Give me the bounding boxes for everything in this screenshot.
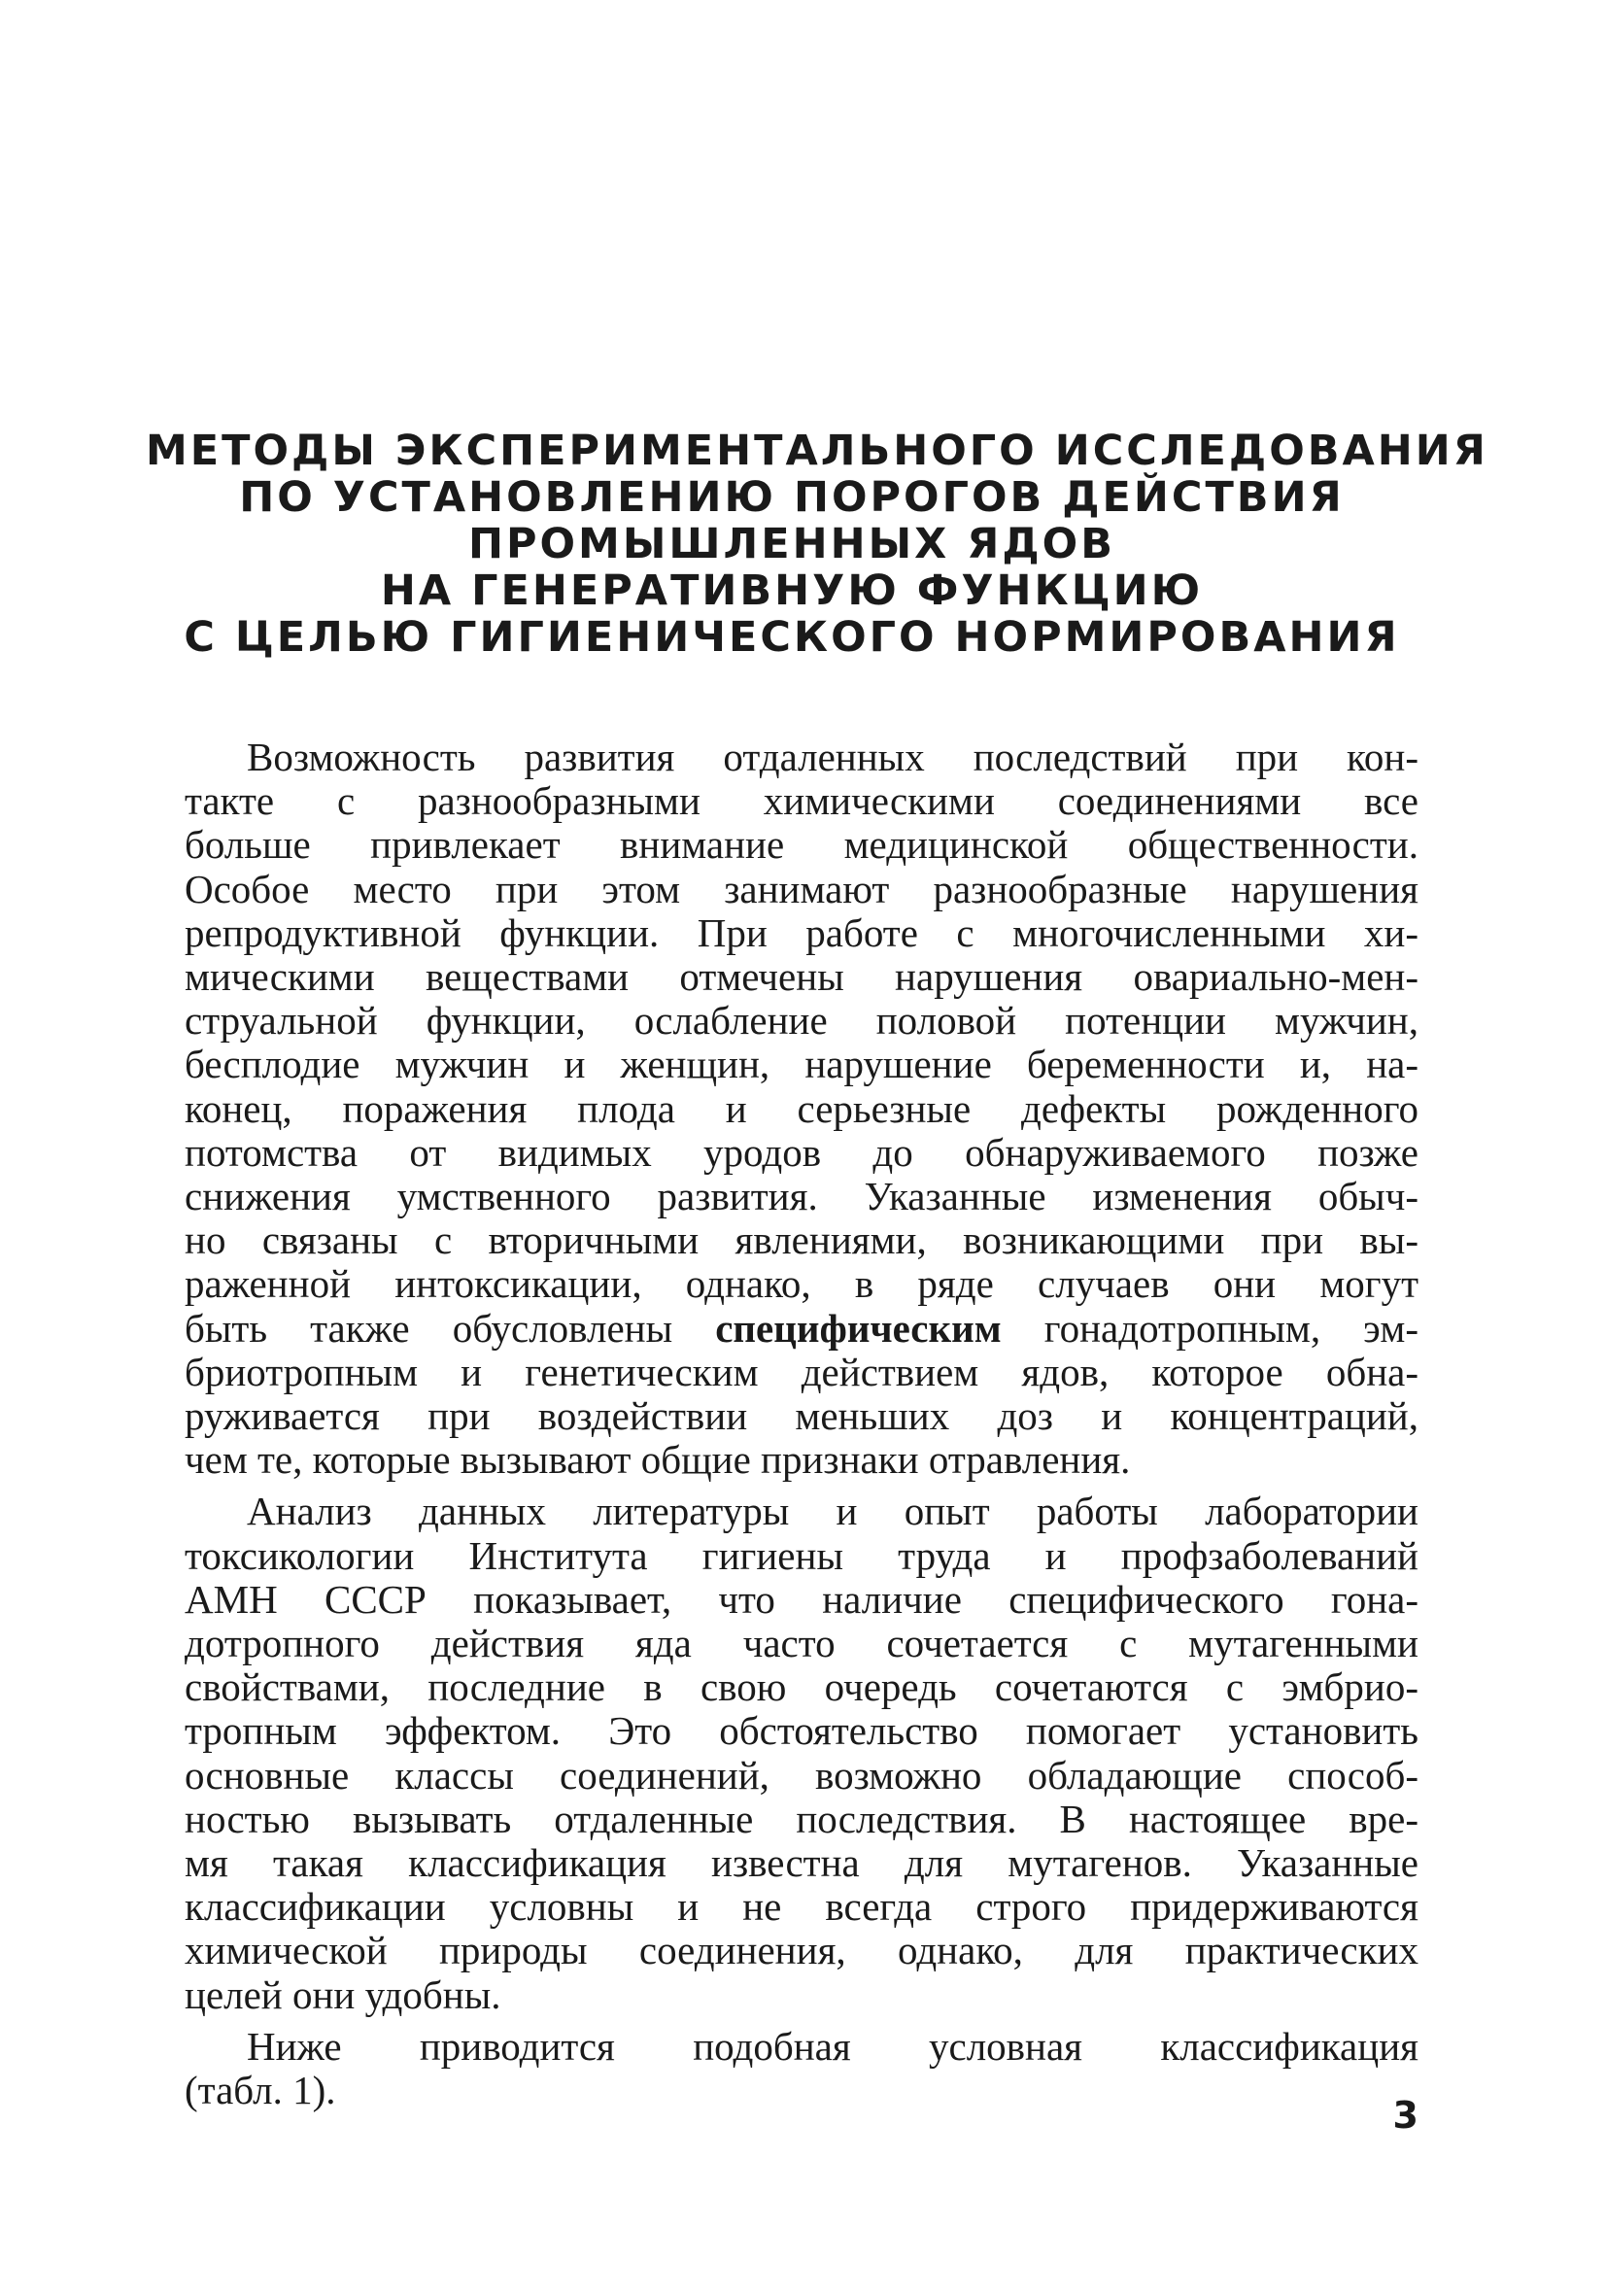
text-line: такте с разнообразными химическими соединениями все	[185, 778, 1418, 824]
text-line: токсикологии Института гигиены труда и профзаболеваний	[185, 1532, 1418, 1578]
text-line: снижения умственного развития. Указанные изменения обыч-	[185, 1174, 1418, 1219]
text-line: но связаны с вторичными явлениями, возникающими при вы-	[185, 1217, 1418, 1263]
text-line: репродуктивной функции. При работе с многочисленными хи-	[185, 909, 1418, 955]
text-line: ностью вызывать отдаленные последствия. В настоящее вре-	[185, 1796, 1418, 1841]
title-line: С ЦЕЛЬЮ ГИГИЕНИЧЕСКОГО НОРМИРОВАНИЯ	[184, 613, 1400, 662]
text-line: химической природы соединения, однако, для практических	[185, 1928, 1418, 1973]
body-text	[185, 736, 1418, 2112]
document-title	[146, 427, 1488, 662]
text-fragment: быть также обусловлены	[185, 1305, 716, 1351]
text-line: Ниже приводится подобная условная классификация	[247, 2023, 1418, 2069]
text-line: потомства от видимых уродов до обнаруживаемого позже	[185, 1129, 1418, 1175]
text-line: струальной функции, ослабление половой потенции мужчин,	[185, 998, 1418, 1044]
text-line: целей они удобны.	[185, 1971, 501, 2017]
text-line: АМН СССР показывает, что наличие специфического гона-	[185, 1576, 1418, 1622]
paragraph-3	[185, 2025, 1418, 2112]
title-line: ПРОМЫШЛЕННЫХ ЯДОВ	[468, 520, 1115, 568]
paragraph-2	[185, 1490, 1418, 2016]
text-line: основные классы соединений, возможно обладающие способ-	[185, 1752, 1418, 1798]
paragraph-1	[185, 736, 1418, 1482]
text-line: чем те, которые вызывают общие признаки отравления.	[185, 1437, 1131, 1483]
text-line: Анализ данных литературы и опыт работы лаборатории	[247, 1489, 1418, 1534]
page-number: 3	[1392, 2094, 1418, 2137]
text-line: свойствами, последние в свою очередь сочетаются с эмбрио-	[185, 1664, 1418, 1710]
text-line: мическими веществами отмечены нарушения овариально-мен-	[185, 954, 1418, 1000]
text-line: мя такая классификация известна для мутагенов. Указанные	[185, 1840, 1418, 1886]
text-line: раженной интоксикации, однако, в ряде случаев они могут	[185, 1261, 1418, 1307]
text-line: бесплодие мужчин и женщин, нарушение беременности и, на-	[185, 1042, 1418, 1087]
text-line: бриотропным и генетическим действием ядов, которое обна-	[185, 1349, 1418, 1394]
text-line: руживается при воздействии меньших доз и концентраций,	[185, 1393, 1418, 1439]
emphasis-word: специфическим	[715, 1305, 1002, 1351]
text-line: конец, поражения плода и серьезные дефекты рожденного	[185, 1085, 1418, 1131]
text-line: больше привлекает внимание медицинской общественности.	[185, 822, 1418, 868]
text-line: классификации условны и не всегда строго придерживаются	[185, 1884, 1418, 1930]
text-line: (табл. 1).	[185, 2068, 336, 2113]
text-line: тропным эффектом. Это обстоятельство помогает установить	[185, 1708, 1418, 1754]
text-line: дотропного действия яда часто сочетается с мутагенными	[185, 1621, 1418, 1666]
text-line: Возможность развития отдаленных последствий при кон-	[247, 735, 1418, 779]
title-line: НА ГЕНЕРАТИВНУЮ ФУНКЦИЮ	[380, 566, 1204, 615]
title-line: ПО УСТАНОВЛЕНИЮ ПОРОГОВ ДЕЙСТВИЯ	[239, 473, 1345, 522]
text-line-with-emphasis	[185, 1307, 1418, 1351]
title-line: МЕТОДЫ ЭКСПЕРИМЕНТАЛЬНОГО ИССЛЕДОВАНИЯ	[146, 427, 1488, 475]
text-fragment: гонадотропным, эм-	[1001, 1305, 1418, 1351]
text-line: Особое место при этом занимают разнообразные нарушения	[185, 866, 1418, 911]
